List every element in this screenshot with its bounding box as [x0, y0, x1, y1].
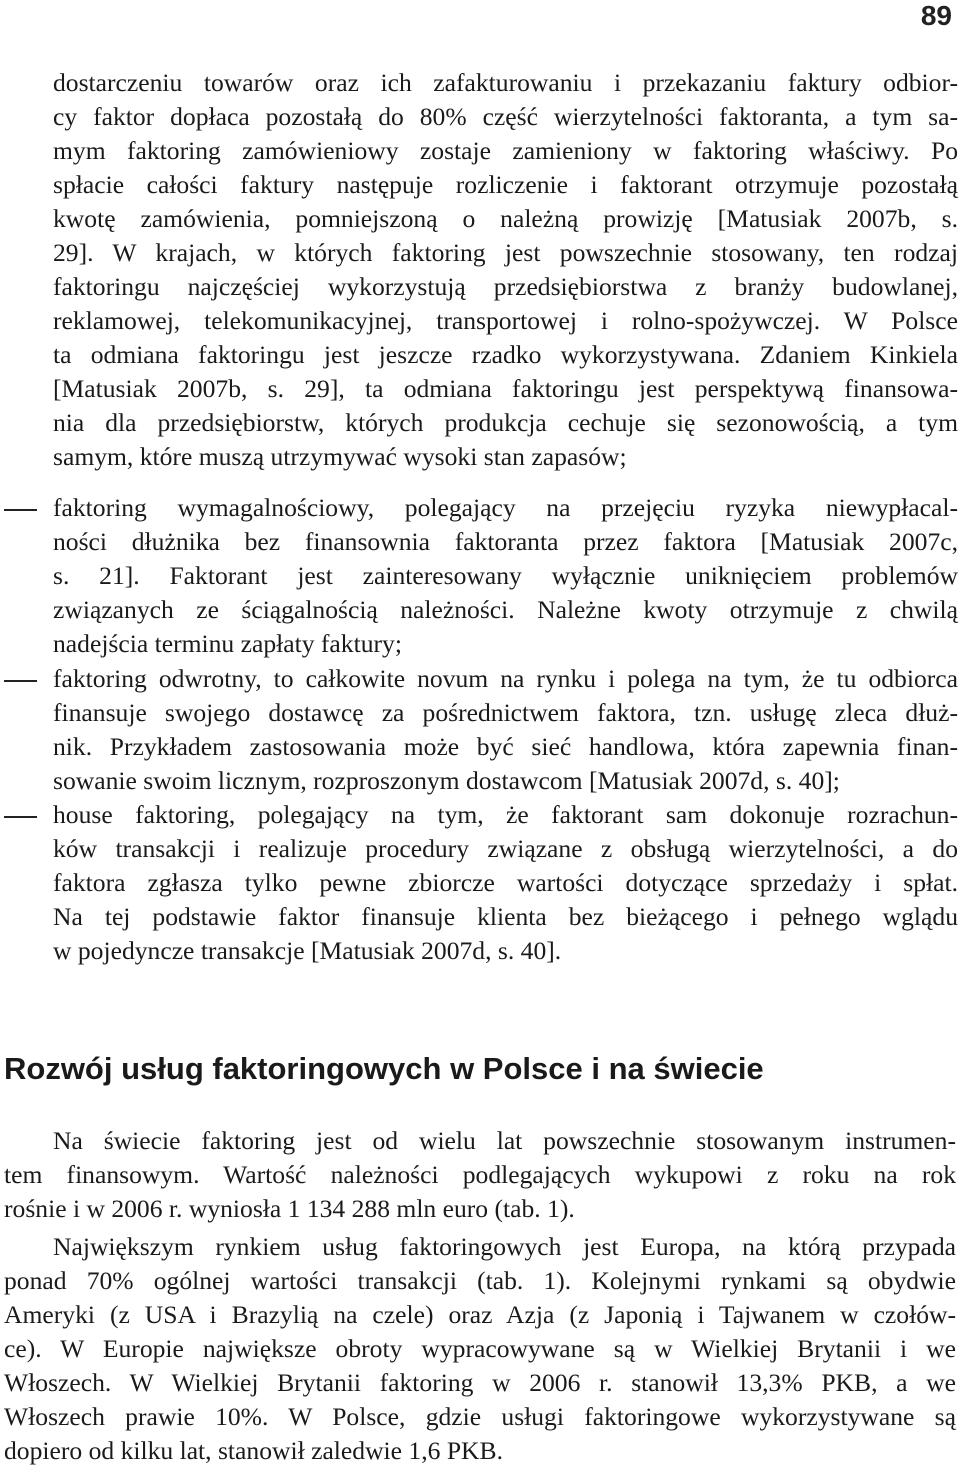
text-line: faktoring wymagalnościowy, polegający na przejęciu ryzyka niewypłacal-: [53, 493, 958, 522]
text-line: związanych ze ściągalnością należności. Należne kwoty otrzymuje z chwilą: [53, 595, 958, 624]
text-line: [Matusiak 2007b, s. 29], ta odmiana faktoringu jest perspektywą finansowa-: [53, 374, 958, 403]
text-line: ności dłużnika bez finansownia faktoranta przez faktora [Matusiak 2007c,: [53, 527, 958, 556]
dash-bullet: [4, 509, 37, 511]
section-heading: Rozwój usług faktoringowych w Polsce i na świecie: [4, 1051, 764, 1086]
text-line: cy faktor dopłaca pozostałą do 80% część wierzytelności faktoranta, a tym sa-: [53, 102, 958, 131]
text-line: sowanie swoim licznym, rozproszonym dostawcom [Matusiak 2007d, s. 40];: [53, 766, 840, 795]
text-line: w pojedyncze transakcje [Matusiak 2007d, s. 40].: [53, 936, 562, 965]
text-line: Na tej podstawie faktor finansuje klienta bez bieżącego i pełnego wglądu: [53, 902, 958, 931]
text-line: kwotę zamówienia, pomniejszoną o należną prowizję [Matusiak 2007b, s.: [53, 204, 958, 233]
text-line: 29]. W krajach, w których faktoring jest powszechnie stosowany, ten rodzaj: [53, 238, 958, 267]
text-line: s. 21]. Faktorant jest zainteresowany wyłącznie uniknięciem problemów: [53, 561, 958, 590]
text-line: nia dla przedsiębiorstw, których produkcja cechuje się sezonowością, a tym: [53, 408, 958, 437]
text-line: faktoringu najczęściej wykorzystują przedsiębiorstwa z branży budowlanej,: [53, 272, 958, 301]
text-line: Włoszech. W Wielkiej Brytanii faktoring w 2006 r. stanowił 13,3% PKB, a we: [4, 1368, 956, 1397]
text-line: Włoszech prawie 10%. W Polsce, gdzie usługi faktoringowe wykorzystywane są: [4, 1402, 956, 1431]
text-line: dopiero od kilku lat, stanowił zaledwie 1,6 PKB.: [4, 1436, 504, 1465]
text-line: mym faktoring zamówieniowy zostaje zamieniony w faktoring właściwy. Po: [53, 136, 958, 165]
text-line: dostarczeniu towarów oraz ich zafakturowaniu i przekazaniu faktury odbior-: [53, 68, 958, 97]
text-line: samym, które muszą utrzymywać wysoki stan zapasów;: [53, 442, 627, 471]
text-line: nadejścia terminu zapłaty faktury;: [53, 629, 402, 658]
dash-bullet: [4, 816, 37, 818]
text-line: faktoring odwrotny, to całkowite novum na rynku i polega na tym, że tu odbiorca: [53, 664, 958, 693]
text-line: rośnie i w 2006 r. wyniosła 1 134 288 mln euro (tab. 1).: [4, 1194, 575, 1223]
text-line: ce). W Europie największe obroty wypracowywane są w Wielkiej Brytanii i we: [4, 1334, 956, 1363]
text-line: nik. Przykładem zastosowania może być sieć handlowa, która zapewnia finan-: [53, 732, 958, 761]
text-line: finansuje swojego dostawcę za pośrednictwem faktora, tzn. usługę zleca dłuż-: [53, 698, 958, 727]
text-line: faktora zgłasza tylko pewne zbiorcze wartości dotyczące sprzedaży i spłat.: [53, 868, 958, 897]
page-number: 89: [920, 0, 952, 31]
text-line: house faktoring, polegający na tym, że faktorant sam dokonuje rozrachun-: [53, 800, 958, 829]
text-line: ków transakcji i realizuje procedury związane z obsługą wierzytelności, a do: [53, 834, 958, 863]
text-line: Na świecie faktoring jest od wielu lat powszechnie stosowanym instrumen-: [53, 1126, 956, 1155]
text-line: tem finansowym. Wartość należności podlegających wykupowi z roku na rok: [4, 1160, 956, 1189]
text-line: Ameryki (z USA i Brazylią na czele) oraz Azja (z Japonią i Tajwanem w czołów-: [4, 1300, 956, 1329]
text-line: reklamowej, telekomunikacyjnej, transportowej i rolno-spożywczej. W Polsce: [53, 306, 958, 335]
text-line: ta odmiana faktoringu jest jeszcze rzadko wykorzystywana. Zdaniem Kinkiela: [53, 340, 958, 369]
text-line: ponad 70% ogólnej wartości transakcji (tab. 1). Kolejnymi rynkami są obydwie: [4, 1266, 956, 1295]
text-line: spłacie całości faktury następuje rozliczenie i faktorant otrzymuje pozostałą: [53, 170, 958, 199]
text-line: Największym rynkiem usług faktoringowych jest Europa, na którą przypada: [53, 1232, 956, 1261]
dash-bullet: [4, 680, 37, 682]
